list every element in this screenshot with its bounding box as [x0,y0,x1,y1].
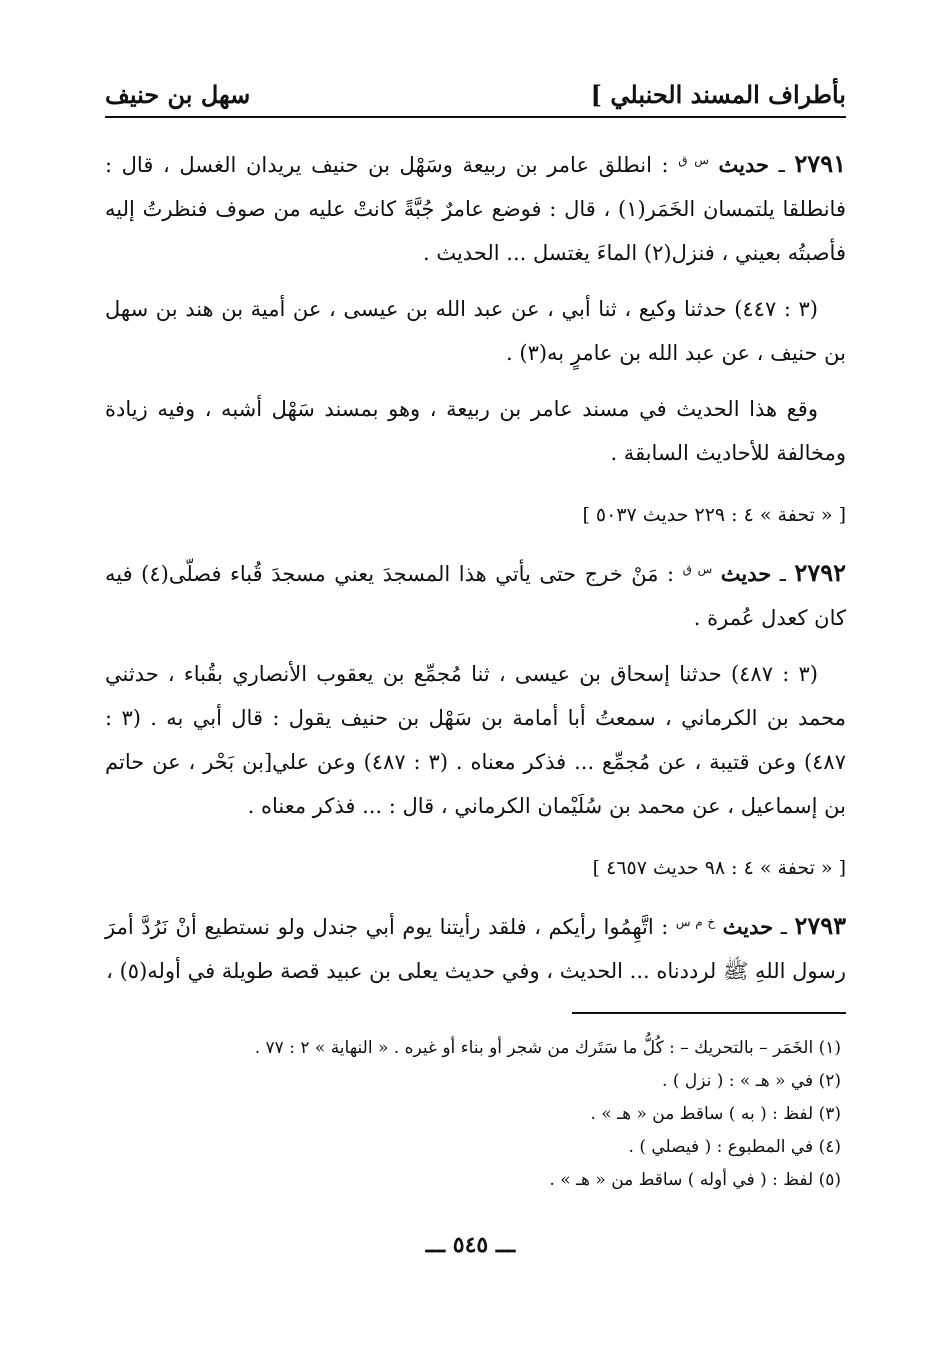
hadith-label: حديث [718,152,770,177]
header-book-title: بأطراف المسند الحنبلي ] [590,80,846,109]
hadith-2793 [105,900,846,993]
footnote-3: (٣) لفظ : ( به ) ساقط من « هـ » . [590,1104,841,1124]
hadith-number: ٢٧٩٣ [794,911,846,940]
footnote-5: (٥) لفظ : ( في أوله ) ساقط من « هـ » . [549,1170,841,1190]
hadith-label: حديث [720,561,772,586]
running-header [105,76,846,118]
hadith-number: ٢٧٩١ [794,149,846,178]
hadith-text: : مَنْ خرج حتى يأتي هذا المسجدَ يعني مسجدَ قُباء فصلّى(٤) فيه كان كعدل عُمرة . [105,562,846,630]
isnad-2792: (٣ : ٤٨٧) حدثنا إسحاق بن عيسى ، ثنا مُجمِّع بن يعقوب الأنصاري بقُباء ، حدثني محمد بن الكرماني ، سمعتُ أبا أمامة بن سَهْل بن حنيف يقول : قال أبي به . (٣ : ٤٨٧) وعن قتيبة ، عن مُجمِّع ... فذكر معناه . (٣ : ٤٨٧) وعن علي[بن بَحْر ، عن حاتم بن إسماعيل ، عن محمد بن سُلَيْمان الكرماني ، قال : ... فذكر معناه . [105,662,846,818]
hadith-text: : اتَّهِمُوا رأيكم ، فلقد رأيتنا يوم أبي جندل ولو نستطيع أنْ نَرُدَّ أمرَ رسول اللهِ ﷺ لرددناه ... الحديث ، وفي حديث يعلى بن عبيد قصة طويلة في أوله(٥) ، [105,915,846,983]
dash: ـ [780,915,787,939]
dash: ـ [778,153,785,177]
source-symbols: خ م س [675,915,716,929]
footnote-divider [572,1012,846,1014]
footnote-2: (٢) في « هـ » : ( نزل ) . [662,1071,841,1091]
tuhfa-reference: [ « تحفة » ٤ : ٩٨ حديث ٤٦٥٧ ] [592,857,846,879]
footnote-4: (٤) في المطبوع : ( فيصلي ) . [628,1137,841,1157]
tuhfa-reference: [ « تحفة » ٤ : ٢٢٩ حديث ٥٠٣٧ ] [582,504,846,526]
note-2791: وقع هذا الحديث في مسند عامر بن ربيعة ، وهو بمسند سَهْل أشبه ، وفيه زيادة ومخالفة للأحاديث السابقة . [105,397,846,465]
page-number: ـــ ٥٤٥ ـــ [425,1232,516,1258]
hadith-2792 [105,547,846,640]
footnotes [105,1032,846,1197]
hadith-text: : انطلق عامر بن ربيعة وسَهْل بن حنيف يريدان الغسل ، قال : فانطلقا يلتمسان الخَمَر(١) ، قال : فوضع عامرٌ جُبَّةً كانتْ عليه من صوف فنظرتُ إليه فأصبتُه بعيني ، فنزل(٢) الماءَ يغتسل ... الحديث . [105,153,846,265]
source-symbols: س ق [682,562,713,576]
hadith-number: ٢٧٩٢ [794,558,846,587]
hadith-2791 [105,138,846,275]
footnote-1: (١) الخَمَر – بالتحريك – : كُلُّ ما سَتَرك من شجر أو بناء أو غيره . « النهاية » ٢ : ٧٧ . [254,1038,841,1058]
isnad-2791: (٣ : ٤٤٧) حدثنا وكيع ، ثنا أبي ، عن عبد الله بن عيسى ، عن أمية بن هند بن سهل بن حنيف ، عن عبد الله بن عامرٍ به(٣) . [105,297,846,365]
header-section-title: سهل بن حنيف [105,80,251,109]
hadith-label: حديث [722,914,774,939]
source-symbols: س ق [678,153,709,167]
main-text [105,138,846,993]
dash: ـ [779,562,786,586]
